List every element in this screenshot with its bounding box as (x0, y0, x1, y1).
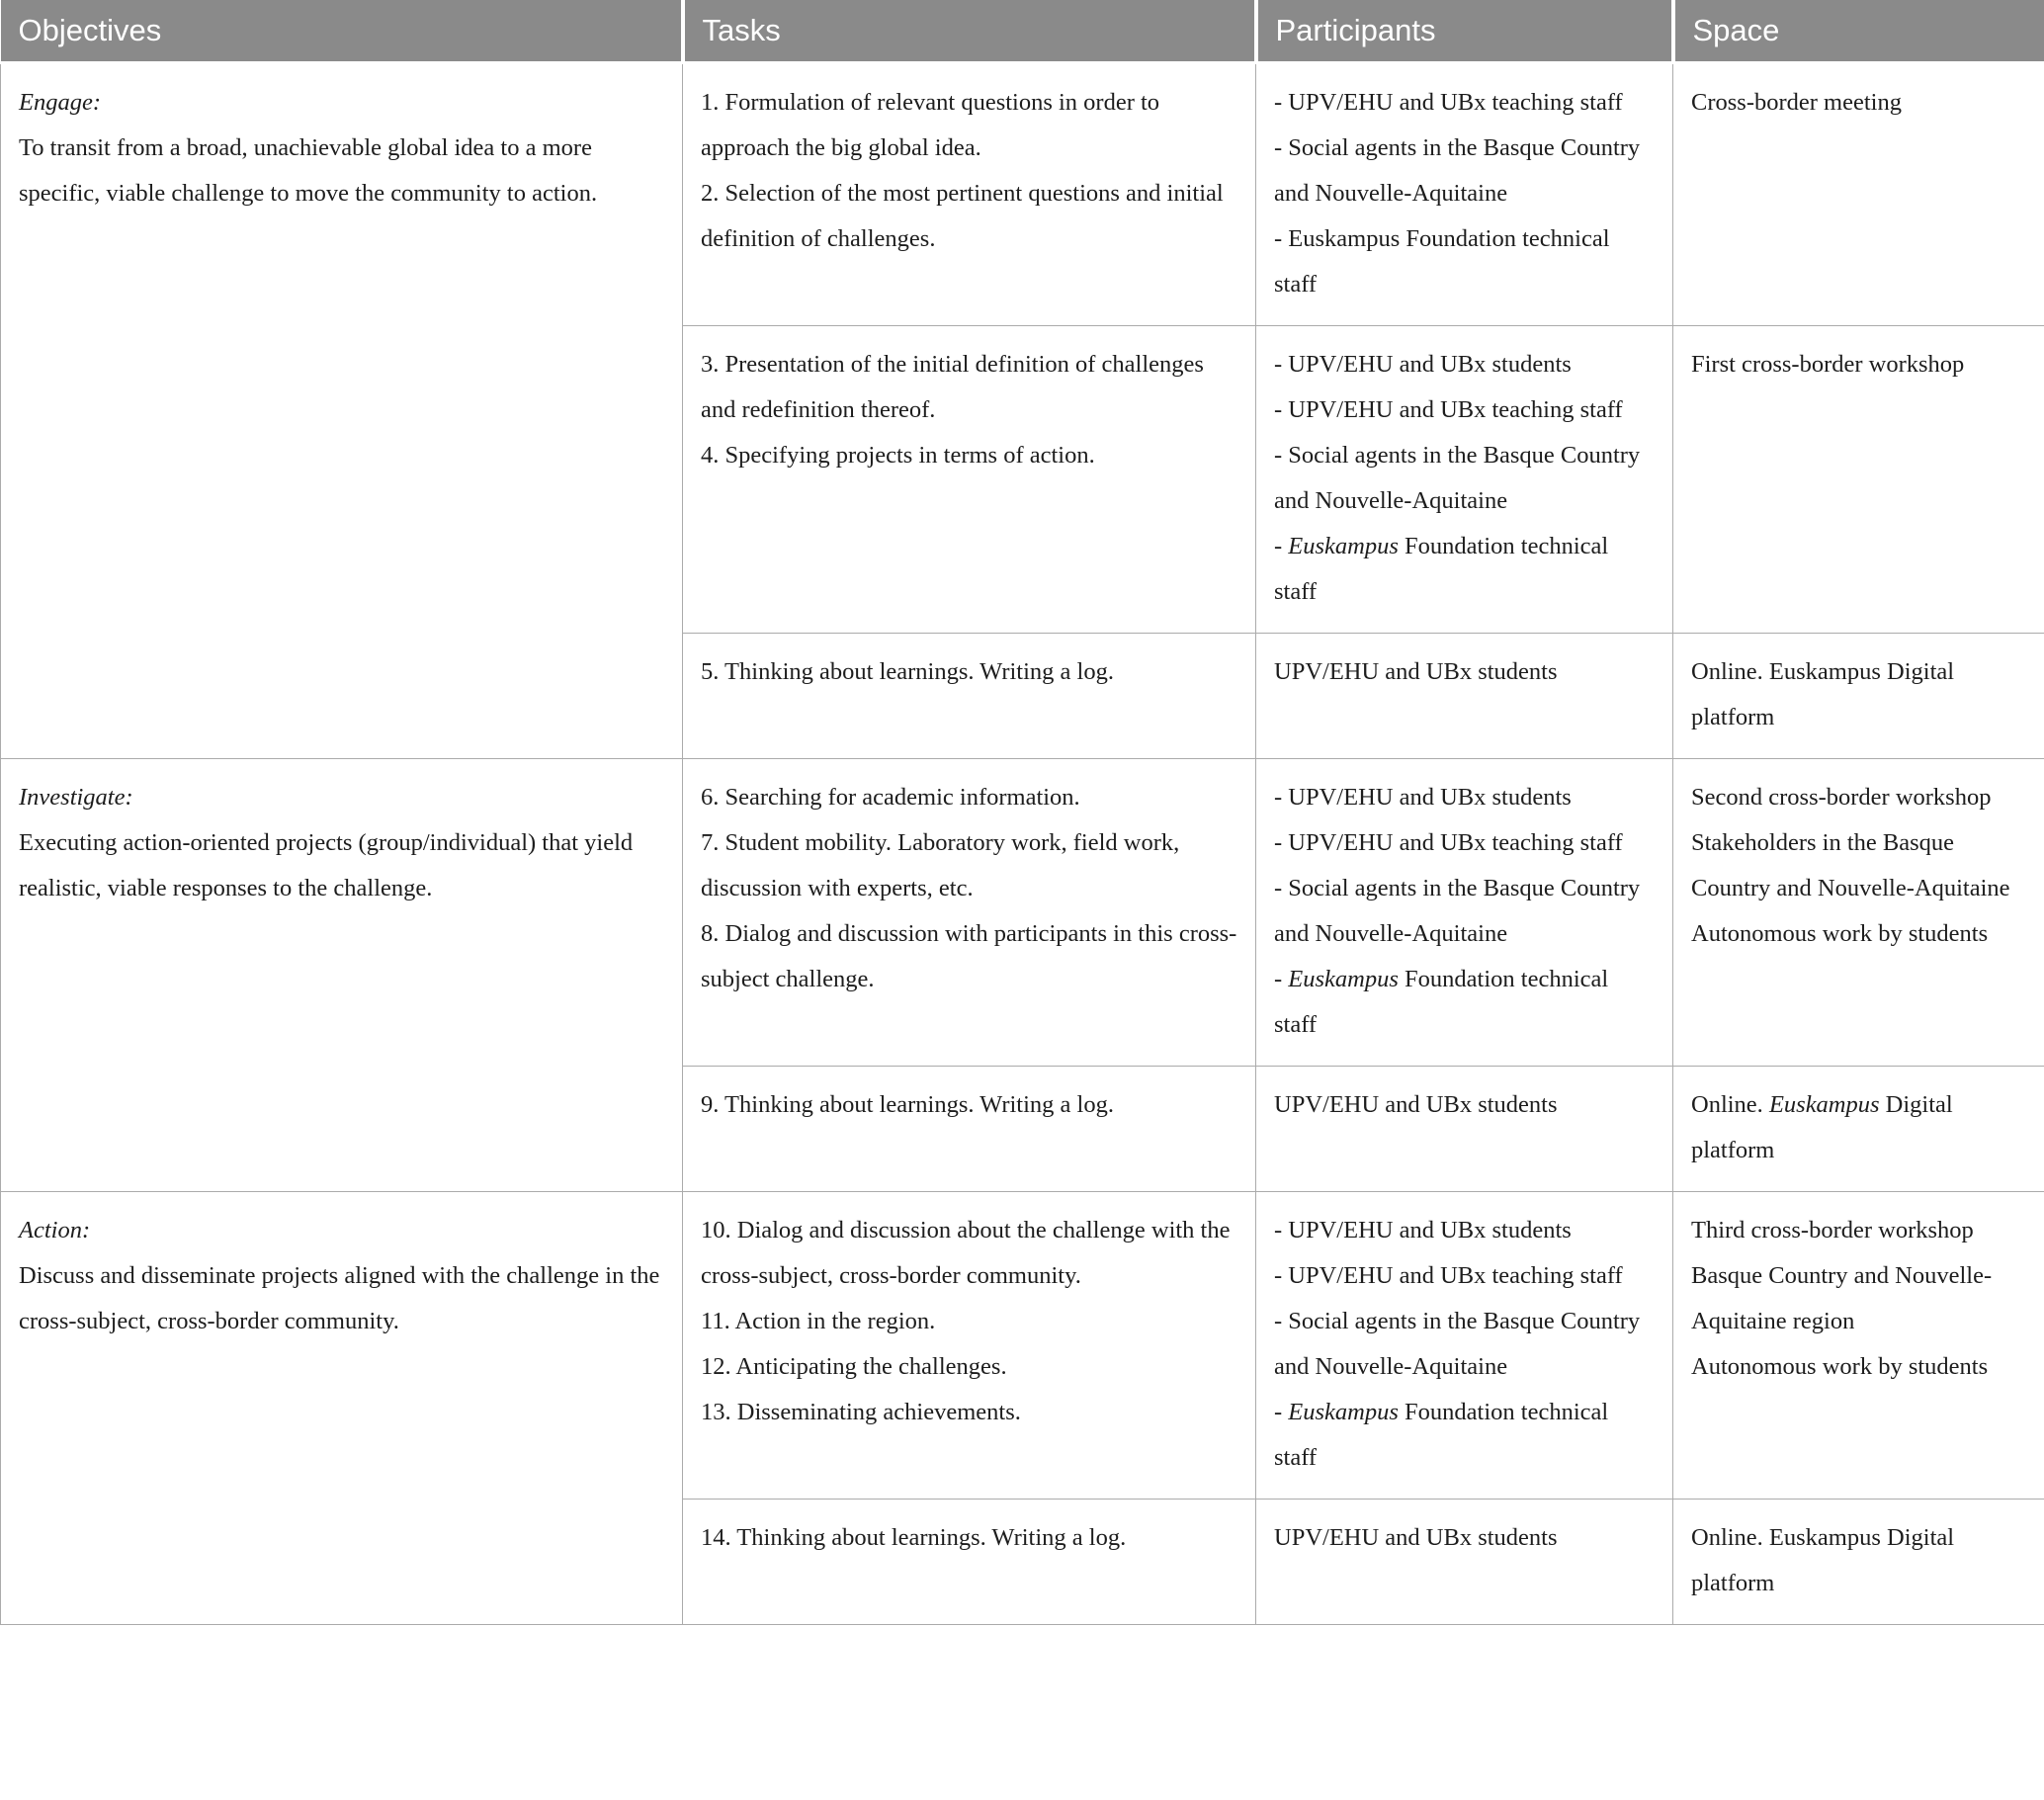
cell-line: - Social agents in the Basque Country and Nouvelle-Aquitaine (1274, 1308, 1641, 1380)
cell-line: - UPV/EHU and UBx students (1274, 351, 1572, 378)
participants-cell (1256, 634, 1673, 759)
tasks-cell (683, 63, 1256, 326)
cell-line: Third cross-border workshop (1691, 1217, 1974, 1243)
cell-line: Stakeholders in the Basque Country and Nouvelle-Aquitaine (1691, 829, 2010, 901)
objective-description: Discuss and disseminate projects aligned with the challenge in the cross-subject, cross-border community. (19, 1262, 660, 1334)
column-header-participants: Participants (1256, 0, 1673, 63)
cell-line: Second cross-border workshop (1691, 784, 1992, 811)
column-header-tasks: Tasks (683, 0, 1256, 63)
cell-line: UPV/EHU and UBx students (1274, 1524, 1558, 1551)
table-row (1, 1192, 2044, 1500)
cell-line: Cross-border meeting (1691, 89, 1902, 116)
cell-line: Online. Euskampus Digital platform (1691, 658, 1955, 730)
participants-cell (1256, 1067, 1673, 1192)
cell-line: First cross-border workshop (1691, 351, 1965, 378)
participants-cell (1256, 759, 1673, 1067)
participants-cell (1256, 63, 1673, 326)
cell-line: - Euskampus Foundation technical staff (1274, 533, 1609, 605)
cell-line: - Euskampus Foundation technical staff (1274, 225, 1610, 298)
cell-line: - UPV/EHU and UBx teaching staff (1274, 89, 1623, 116)
space-cell (1673, 759, 2044, 1067)
cell-line: - UPV/EHU and UBx teaching staff (1274, 1262, 1623, 1289)
space-cell (1673, 634, 2044, 759)
cell-line: 9. Thinking about learnings. Writing a log. (701, 1091, 1114, 1118)
objective-label: Engage: (19, 89, 101, 116)
column-header-objectives: Objectives (1, 0, 683, 63)
table-body (1, 63, 2044, 1625)
cell-line: 8. Dialog and discussion with participants in this cross-subject challenge. (701, 920, 1237, 992)
cell-line: 7. Student mobility. Laboratory work, field work, discussion with experts, etc. (701, 829, 1180, 901)
cell-line: 4. Specifying projects in terms of action. (701, 442, 1095, 469)
table-header (1, 0, 2044, 63)
participants-cell (1256, 1192, 1673, 1500)
cell-line: 5. Thinking about learnings. Writing a log. (701, 658, 1114, 685)
cell-line: 11. Action in the region. (701, 1308, 936, 1334)
participants-cell (1256, 1500, 1673, 1625)
space-cell (1673, 326, 2044, 634)
objective-description: To transit from a broad, unachievable global idea to a more specific, viable challenge to move the community to action. (19, 134, 598, 207)
cell-line: 3. Presentation of the initial definition of challenges and redefinition thereof. (701, 351, 1204, 423)
cell-line: - Social agents in the Basque Country and Nouvelle-Aquitaine (1274, 875, 1641, 947)
objectives-cell-investigate (1, 759, 683, 1192)
table-row (1, 63, 2044, 326)
tasks-cell (683, 1192, 1256, 1500)
cell-line: - UPV/EHU and UBx students (1274, 1217, 1572, 1243)
space-cell (1673, 1067, 2044, 1192)
cell-line: - Social agents in the Basque Country and Nouvelle-Aquitaine (1274, 134, 1641, 207)
tasks-cell (683, 634, 1256, 759)
column-header-space: Space (1673, 0, 2044, 63)
cell-line: Basque Country and Nouvelle-Aquitaine region (1691, 1262, 1993, 1334)
cell-line: 14. Thinking about learnings. Writing a log. (701, 1524, 1127, 1551)
cell-line: 13. Disseminating achievements. (701, 1399, 1021, 1425)
tasks-cell (683, 326, 1256, 634)
tasks-cell (683, 759, 1256, 1067)
cell-line: - UPV/EHU and UBx teaching staff (1274, 829, 1623, 856)
cell-line: UPV/EHU and UBx students (1274, 1091, 1558, 1118)
cell-line: 12. Anticipating the challenges. (701, 1353, 1007, 1380)
tasks-cell (683, 1067, 1256, 1192)
space-cell (1673, 1500, 2044, 1625)
cell-line: Online. Euskampus Digital platform (1691, 1091, 1953, 1163)
cell-line: Autonomous work by students (1691, 920, 1989, 947)
header-row (1, 0, 2044, 63)
objective-label: Investigate: (19, 784, 133, 811)
cell-line: - UPV/EHU and UBx students (1274, 784, 1572, 811)
cell-line: 2. Selection of the most pertinent questions and initial definition of challenges. (701, 180, 1224, 252)
cell-line: - Social agents in the Basque Country and Nouvelle-Aquitaine (1274, 442, 1641, 514)
cell-line: - Euskampus Foundation technical staff (1274, 1399, 1609, 1471)
cell-line: UPV/EHU and UBx students (1274, 658, 1558, 685)
cell-line: 1. Formulation of relevant questions in order to approach the big global idea. (701, 89, 1160, 161)
cell-line: Autonomous work by students (1691, 1353, 1989, 1380)
space-cell (1673, 63, 2044, 326)
table-row (1, 759, 2044, 1067)
cell-line: - UPV/EHU and UBx teaching staff (1274, 396, 1623, 423)
space-cell (1673, 1192, 2044, 1500)
cell-line: 10. Dialog and discussion about the challenge with the cross-subject, cross-border community. (701, 1217, 1231, 1289)
objective-description: Executing action-oriented projects (group/individual) that yield realistic, viable responses to the challenge. (19, 829, 634, 901)
objectives-cell-engage (1, 63, 683, 759)
tasks-cell (683, 1500, 1256, 1625)
objectives-cell-action (1, 1192, 683, 1625)
participants-cell (1256, 326, 1673, 634)
objective-label: Action: (19, 1217, 91, 1243)
cell-line: Online. Euskampus Digital platform (1691, 1524, 1955, 1596)
cell-line: - Euskampus Foundation technical staff (1274, 966, 1609, 1038)
cell-line: 6. Searching for academic information. (701, 784, 1080, 811)
